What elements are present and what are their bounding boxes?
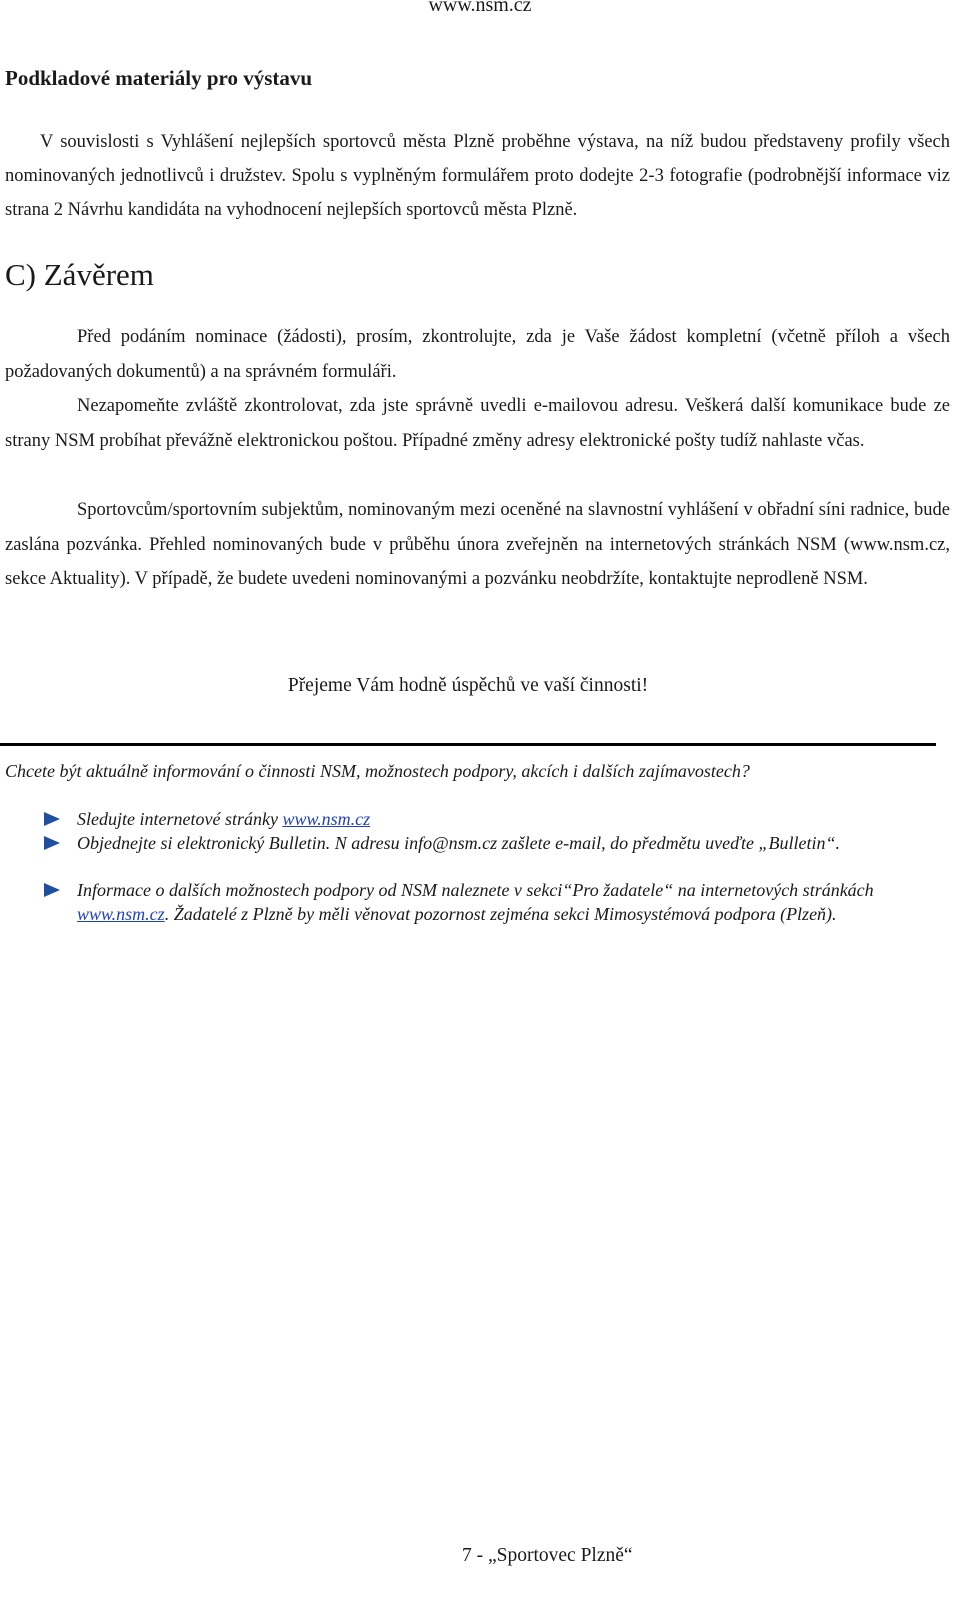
conclusion-heading: C) Závěrem xyxy=(5,257,154,292)
bullet-text: Objednejte si elektronický Bulletin. N adresu info@nsm.cz zašlete e-mail, do předmětu uveďte „Bulletin“. xyxy=(77,833,841,853)
check-paragraph: Před podáním nominace (žádosti), prosím, zkontrolujte, zda je Vaše žádost kompletní (včetně příloh a všech požadovaných dokumentů) a na správném formuláři. xyxy=(5,327,950,382)
arrow-bullet-icon xyxy=(44,883,60,897)
header-url: www.nsm.cz xyxy=(428,0,532,16)
bullet-item-support xyxy=(44,878,914,926)
bullet-text-part: . Žadatelé z Plzně by měli věnovat pozornost zejména sekci Mimosystémová podpora (Plzeň). xyxy=(164,904,837,924)
bullet-text xyxy=(77,878,914,926)
bullet-item-bulletin xyxy=(44,831,914,855)
info-question: Chcete být aktuálně informování o činnosti NSM, možnostech podpory, akcích i dalších zajímavostech? xyxy=(5,761,750,781)
wish-line: Přejeme Vám hodně úspěchů ve vaší činnosti! xyxy=(287,675,649,696)
intro-paragraph: V souvislosti s Vyhlášení nejlepších sportovců města Plzně proběhne výstava, na níž budou představeny profily všech nominovaných jednotlivců i družstev. Spolu s vyplněným formulářem proto dodejte 2-3 fotografie (podrobnější informace viz strana 2 Návrhu kandidáta na vyhodnocení nejlepších sportovců města Plzně. xyxy=(5,132,950,220)
bullet-item-website xyxy=(44,807,914,831)
website-link[interactable]: www.nsm.cz xyxy=(282,809,371,829)
email-paragraph: Nezapomeňte zvláště zkontrolovat, zda jste správně uvedli e-mailovou adresu. Veškerá další komunikace bude ze strany NSM probíhat převážně elektronickou poštou. Případné změny adresy elektronické pošty tudíž nahlaste včas. xyxy=(5,396,950,451)
arrow-bullet-icon xyxy=(44,836,60,850)
bullet-text-part: Informace o dalších možnostech podpory od NSM naleznete v sekci“Pro žadatele“ na internetových stránkách xyxy=(77,880,874,900)
divider xyxy=(0,743,936,746)
page-footer: 7 - „Sportovec Plzně“ xyxy=(462,1545,633,1566)
bullet-text xyxy=(77,807,370,831)
bullet-text-part: Sledujte internetové stránky xyxy=(77,809,283,829)
section-title: Podkladové materiály pro výstavu xyxy=(5,66,313,90)
invitation-paragraph: Sportovcům/sportovním subjektům, nominovaným mezi oceněné na slavnostní vyhlášení v obřadní síni radnice, bude zaslána pozvánka. Přehled nominovaných bude v průběhu února zveřejněn na internetových stránkách NSM (www.nsm.cz, sekce Aktuality). V případě, že budete uvedeni nominovanými a pozvánku neobdržíte, kontaktujte neprodleně NSM. xyxy=(5,500,950,589)
website-link[interactable]: www.nsm.cz xyxy=(77,904,165,924)
arrow-bullet-icon xyxy=(44,812,60,826)
